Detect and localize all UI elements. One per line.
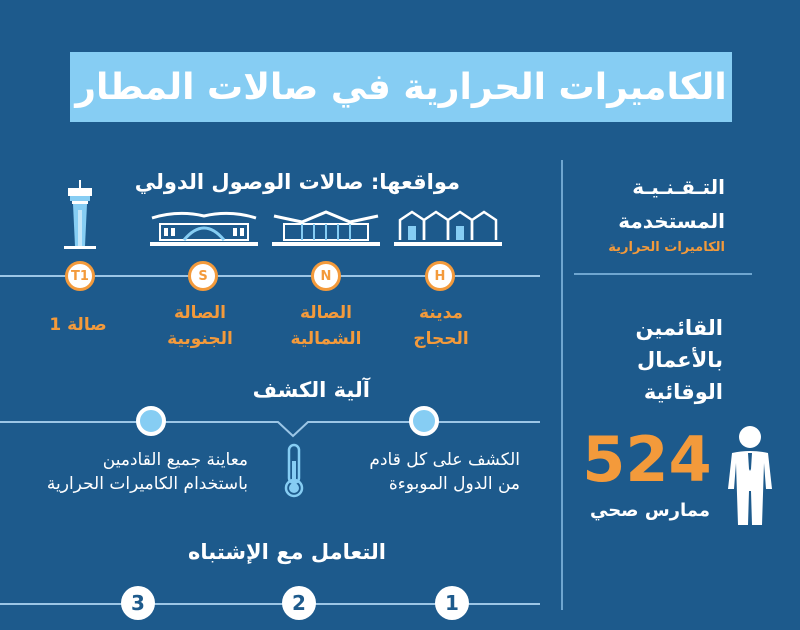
page-title: الكاميرات الحرارية في صالات المطار <box>75 66 727 108</box>
location-label-s <box>150 300 250 352</box>
staff-title <box>575 312 723 408</box>
right-divider <box>574 273 752 275</box>
location-marker-h <box>425 261 455 291</box>
label-line: صالة 1 <box>49 315 107 335</box>
step-2 <box>282 586 316 620</box>
text-line: معاينة جميع القادمين <box>102 450 248 470</box>
locations-heading: مواقعها: صالات الوصول الدولي <box>134 170 460 194</box>
label-line: مدينة <box>419 303 463 323</box>
suspicion-heading: التعامل مع الإشتباه <box>187 540 386 564</box>
marker-code: H <box>434 268 446 284</box>
south-terminal-icon <box>150 208 258 250</box>
label-line: الصالة <box>299 303 353 323</box>
detection-heading: آلية الكشف <box>252 378 370 402</box>
label-line: الجنوبية <box>167 329 233 349</box>
technology-value: الكاميرات الحرارية <box>608 240 725 255</box>
text-line: التـقـنـيـة <box>632 175 725 199</box>
location-marker-s <box>188 261 218 291</box>
title-banner <box>70 52 732 122</box>
detection-line <box>0 412 540 438</box>
label-line: الحجاج <box>413 329 469 349</box>
detection-point-right <box>409 406 439 436</box>
step-number: 2 <box>292 591 306 615</box>
label-line: الصالة <box>173 303 227 323</box>
detection-point-left <box>136 406 166 436</box>
hajj-terminal-icon <box>394 208 502 250</box>
technology-title <box>575 170 725 238</box>
location-label-t1 <box>38 312 118 338</box>
location-label-h <box>395 300 487 352</box>
text-line: بالأعمال <box>637 348 723 372</box>
text-line: الوقائية <box>643 380 723 404</box>
marker-code: N <box>320 268 332 284</box>
text-line: المستخدمة <box>618 209 725 233</box>
text-line: الكشف على كل قادم <box>369 450 520 470</box>
text-line: من الدول الموبوءة <box>388 474 520 494</box>
north-terminal-icon <box>272 208 380 250</box>
thermometer-icon <box>282 443 306 499</box>
person-icon <box>724 425 776 529</box>
text-line: باستخدام الكاميرات الحرارية <box>46 474 248 494</box>
step-3 <box>121 586 155 620</box>
label-line: الشمالية <box>290 329 362 349</box>
location-marker-t1 <box>65 261 95 291</box>
step-number: 3 <box>131 591 145 615</box>
location-marker-n <box>311 261 341 291</box>
staff-count: 524 <box>582 423 712 496</box>
location-label-n <box>276 300 376 352</box>
text-line: القائمين <box>635 316 723 340</box>
marker-code: T1 <box>71 268 89 284</box>
column-divider <box>561 160 563 610</box>
detection-left-text <box>10 448 248 496</box>
control-tower-icon <box>62 180 98 250</box>
step-1 <box>435 586 469 620</box>
marker-code: S <box>198 268 208 284</box>
staff-count-label: ممارس صحي <box>589 500 710 521</box>
detection-right-text <box>320 448 520 496</box>
step-number: 1 <box>445 591 459 615</box>
